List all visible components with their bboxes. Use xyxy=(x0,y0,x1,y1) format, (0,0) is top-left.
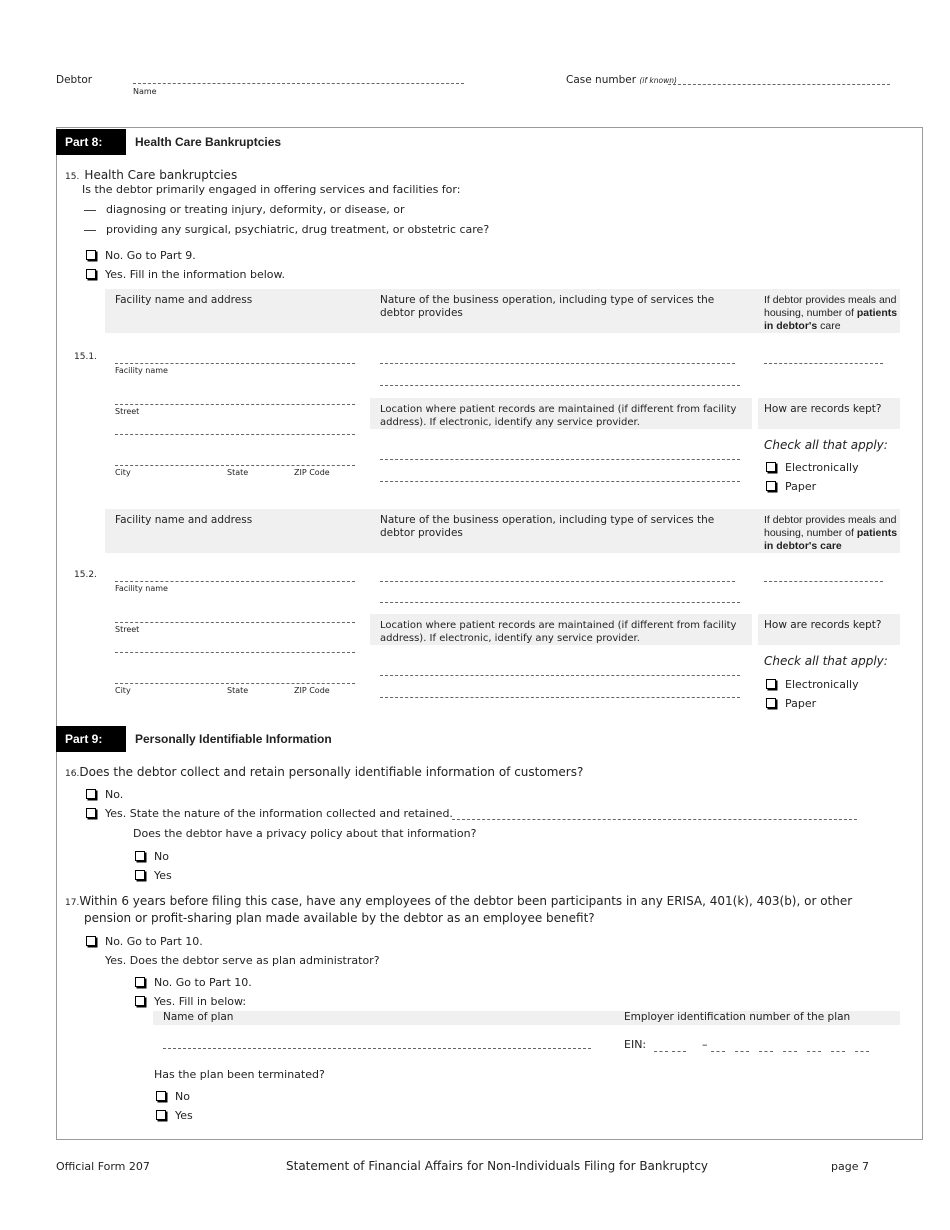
footer-form-number: Official Form 207 xyxy=(56,1160,150,1173)
ein-column-header: Employer identification number of the plan xyxy=(624,1011,851,1023)
ein-digit-field[interactable] xyxy=(672,1051,686,1052)
street-field[interactable] xyxy=(115,622,355,623)
ein-digit-field[interactable] xyxy=(783,1051,797,1052)
q15-heading: 15. Health Care bankruptcies xyxy=(65,168,238,182)
footer-title: Statement of Financial Affairs for Non-Individuals Filing for Bankruptcy xyxy=(286,1159,709,1173)
city-caption: City xyxy=(115,686,131,695)
facility-column-header: Facility name and address xyxy=(115,294,253,306)
ein-digit-field[interactable] xyxy=(735,1051,749,1052)
location-header: Location where patient records are maintained (if different from facility address). If electronic, identify any service provider. xyxy=(380,620,737,644)
privacy-option-yes[interactable]: Yes xyxy=(135,869,172,882)
q15-bullet-2: providing any surgical, psychiatric, drug treatment, or obstetric care? xyxy=(84,223,489,236)
q16-heading: 16.Does the debtor collect and retain personally identifiable information of customers? xyxy=(65,765,584,779)
entry-number-15-2: 15.2. xyxy=(74,570,97,580)
zip-caption: ZIP Code xyxy=(294,468,330,477)
location-field-2[interactable] xyxy=(380,697,740,698)
checkbox[interactable] xyxy=(86,808,96,818)
q15-option-no[interactable]: No. Go to Part 9. xyxy=(86,249,196,262)
terminated-option-yes[interactable]: Yes xyxy=(156,1109,193,1122)
plan-name-field[interactable] xyxy=(163,1048,591,1049)
facility-name-caption: Facility name xyxy=(115,366,168,375)
privacy-policy-question: Does the debtor have a privacy policy about that information? xyxy=(133,827,477,840)
city-state-zip-field[interactable] xyxy=(115,683,355,684)
street-caption: Street xyxy=(115,407,140,416)
privacy-option-no[interactable]: No xyxy=(135,850,169,863)
ein-hyphen: – xyxy=(702,1038,708,1051)
q17-heading: 17.Within 6 years before filing this case, have any employees of the debtor been participants in any ERISA, 401(k), 403(b), or other pension or profit-sharing plan made available by the debtor as an employee benefit? xyxy=(65,894,853,925)
checkbox[interactable] xyxy=(766,481,776,491)
debtor-name-field[interactable] xyxy=(133,83,464,84)
nature-field-2[interactable] xyxy=(380,602,740,603)
ein-digit-field[interactable] xyxy=(759,1051,773,1052)
facility-column-header: Facility name and address xyxy=(115,514,253,526)
checkbox[interactable] xyxy=(766,679,776,689)
checkbox[interactable] xyxy=(135,977,145,987)
ein-digit-field[interactable] xyxy=(807,1051,821,1052)
footer-page-number: page 7 xyxy=(831,1160,869,1173)
nature-field[interactable] xyxy=(380,581,735,582)
q17-option-yes: Yes. Does the debtor serve as plan administrator? xyxy=(105,954,380,967)
street-caption: Street xyxy=(115,625,140,634)
checkbox[interactable] xyxy=(766,698,776,708)
checkbox[interactable] xyxy=(135,851,145,861)
plan-name-column-header: Name of plan xyxy=(163,1011,234,1023)
nature-field[interactable] xyxy=(380,363,735,364)
facility-name-field[interactable] xyxy=(115,363,355,364)
admin-option-yes[interactable]: Yes. Fill in below: xyxy=(135,995,246,1008)
part8-label: Part 8: xyxy=(56,129,126,155)
entry-number-15-1: 15.1. xyxy=(74,352,97,362)
check-all-instruction: Check all that apply: xyxy=(764,438,888,452)
information-nature-field[interactable] xyxy=(452,819,857,820)
patients-count-field[interactable] xyxy=(764,363,883,364)
q16-option-no[interactable]: No. xyxy=(86,788,123,801)
state-caption: State xyxy=(227,686,249,695)
part8-title: Health Care Bankruptcies xyxy=(135,135,282,149)
debtor-label: Debtor xyxy=(56,74,93,86)
part9-label: Part 9: xyxy=(56,726,126,752)
ein-digit-field[interactable] xyxy=(831,1051,845,1052)
location-field-2[interactable] xyxy=(380,481,740,482)
nature-field-2[interactable] xyxy=(380,385,740,386)
ein-digit-field[interactable] xyxy=(855,1051,869,1052)
state-caption: State xyxy=(227,468,249,477)
checkbox[interactable] xyxy=(766,462,776,472)
street-field-2[interactable] xyxy=(115,652,355,653)
records-paper-option[interactable]: Paper xyxy=(766,480,816,493)
q15-prompt: Is the debtor primarily engaged in offering services and facilities for: xyxy=(82,183,461,196)
meals-column-header: If debtor provides meals and housing, number of patients in debtor's care xyxy=(764,514,898,552)
facility-name-caption: Facility name xyxy=(115,584,168,593)
nature-column-header: Nature of the business operation, including type of services the debtor provides xyxy=(380,514,715,539)
q15-bullet-1: diagnosing or treating injury, deformity, or disease, or xyxy=(84,203,405,216)
facility-name-field[interactable] xyxy=(115,581,355,582)
records-electronically-option[interactable]: Electronically xyxy=(766,461,859,474)
part9-title: Personally Identifiable Information xyxy=(135,732,332,746)
records-header: How are records kept? xyxy=(764,403,882,415)
checkbox[interactable] xyxy=(156,1091,166,1101)
checkbox[interactable] xyxy=(86,936,96,946)
case-number-field[interactable] xyxy=(668,84,890,85)
ein-digit-field[interactable] xyxy=(711,1051,725,1052)
street-field-2[interactable] xyxy=(115,434,355,435)
location-header: Location where patient records are maintained (if different from facility address). If electronic, identify any service provider. xyxy=(380,404,737,428)
plan-terminated-question: Has the plan been terminated? xyxy=(154,1068,325,1081)
checkbox[interactable] xyxy=(156,1110,166,1120)
terminated-option-no[interactable]: No xyxy=(156,1090,190,1103)
meals-column-header: If debtor provides meals and housing, number of patients in debtor's care xyxy=(764,294,898,332)
records-paper-option[interactable]: Paper xyxy=(766,697,816,710)
patients-count-field[interactable] xyxy=(764,581,883,582)
zip-caption: ZIP Code xyxy=(294,686,330,695)
records-header: How are records kept? xyxy=(764,619,882,631)
city-state-zip-field[interactable] xyxy=(115,465,355,466)
checkbox[interactable] xyxy=(86,269,96,279)
case-number-label: Case number (if known) xyxy=(566,74,677,86)
check-all-instruction: Check all that apply: xyxy=(764,654,888,668)
location-field[interactable] xyxy=(380,459,740,460)
q15-option-yes[interactable]: Yes. Fill in the information below. xyxy=(86,268,285,281)
ein-label: EIN: xyxy=(624,1038,647,1051)
city-caption: City xyxy=(115,468,131,477)
nature-column-header: Nature of the business operation, including type of services the debtor provides xyxy=(380,294,715,319)
records-electronically-option[interactable]: Electronically xyxy=(766,678,859,691)
checkbox[interactable] xyxy=(135,870,145,880)
q16-option-yes[interactable]: Yes. State the nature of the information collected and retained. xyxy=(86,807,453,820)
location-field[interactable] xyxy=(380,675,740,676)
admin-option-no[interactable]: No. Go to Part 10. xyxy=(135,976,252,989)
street-field[interactable] xyxy=(115,404,355,405)
checkbox[interactable] xyxy=(86,789,96,799)
checkbox[interactable] xyxy=(86,250,96,260)
ein-digit-field[interactable] xyxy=(654,1051,668,1052)
checkbox[interactable] xyxy=(135,996,145,1006)
q17-option-no[interactable]: No. Go to Part 10. xyxy=(86,935,203,948)
debtor-name-caption: Name xyxy=(133,87,157,96)
